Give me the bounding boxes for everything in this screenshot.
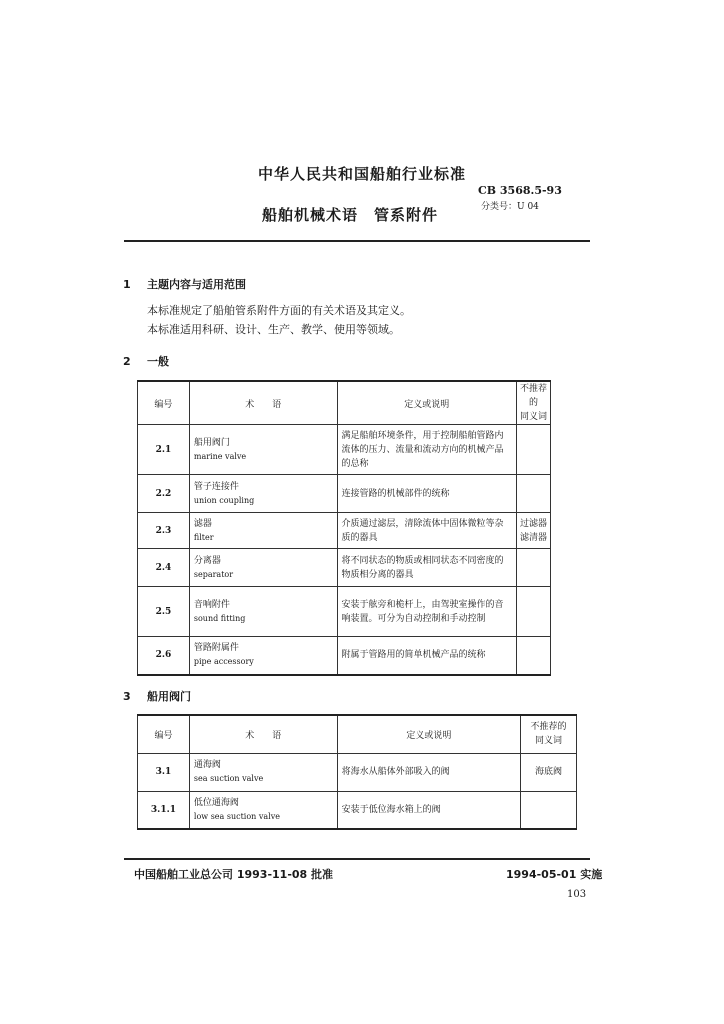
definition-line: 的总称 xyxy=(341,458,369,469)
term-number: 2.6 xyxy=(138,637,190,675)
definition-cell xyxy=(337,425,517,475)
table-row xyxy=(138,549,551,587)
term-zh: 船用阀门 xyxy=(193,437,230,448)
definition-line: 质的器具 xyxy=(341,532,378,543)
col-header-synonym-line2: 同义词 xyxy=(535,736,563,747)
col-header-synonym xyxy=(517,381,551,425)
definition-line: 响装置。可分为自动控制和手动控制 xyxy=(341,613,486,624)
term-en: low sea suction valve xyxy=(193,811,280,821)
synonym-cell xyxy=(521,791,577,829)
table-header-row xyxy=(138,715,577,753)
synonym: 海底阀 xyxy=(535,767,563,777)
term-zh: 管路附属件 xyxy=(193,643,239,654)
definition-cell xyxy=(337,549,517,587)
term-zh: 滤器 xyxy=(193,518,212,529)
section1-paragraph-2: 本标准适用科研、设计、生产、教学、使用等领域。 xyxy=(147,323,400,336)
term-zh: 通海阀 xyxy=(193,760,221,770)
term-en: filter xyxy=(193,532,214,542)
table-header-row xyxy=(138,381,551,425)
definition-cell xyxy=(337,513,517,549)
term-en: pipe accessory xyxy=(193,657,254,667)
term-zh: 分离器 xyxy=(193,555,221,566)
synonym-cell xyxy=(517,637,551,675)
footer-divider xyxy=(124,858,590,860)
definition-cell xyxy=(337,637,517,675)
term-zh: 管子连接件 xyxy=(193,481,239,492)
definition-line: 附属于管路用的简单机械产品的统称 xyxy=(341,650,486,661)
term-en: marine valve xyxy=(193,451,247,461)
term-cell xyxy=(189,587,337,637)
col-header-term: 术 语 xyxy=(189,381,337,425)
term-number: 2.3 xyxy=(138,513,190,549)
term-number: 2.2 xyxy=(138,475,190,513)
implementation-date: 1994-05-01 实施 xyxy=(506,868,603,881)
approval-info: 中国船舶工业总公司 1993-11-08 批准 xyxy=(134,868,334,881)
term-cell xyxy=(189,791,337,829)
synonym-cell xyxy=(517,425,551,475)
section2-number: 2 xyxy=(123,355,131,368)
table-row xyxy=(138,587,551,637)
section1-number: 1 xyxy=(123,278,131,291)
section3-heading xyxy=(123,688,191,704)
definition-line: 将海水从船体外部吸入的阀 xyxy=(341,767,450,777)
definition-cell xyxy=(337,587,517,637)
term-cell xyxy=(189,637,337,675)
section2-heading xyxy=(123,353,169,369)
synonym-cell xyxy=(517,513,551,549)
term-en: sea suction valve xyxy=(193,774,264,783)
section3-table xyxy=(137,714,577,830)
term-cell xyxy=(189,425,337,475)
definition-line: 安装于低位海水箱上的阀 xyxy=(341,804,441,815)
term-number: 3.1.1 xyxy=(138,791,190,829)
section1-title: 主题内容与适用范围 xyxy=(147,278,246,291)
synonym-cell xyxy=(517,475,551,513)
term-number: 2.5 xyxy=(138,587,190,637)
term-number: 2.4 xyxy=(138,549,190,587)
col-header-term: 术 语 xyxy=(189,715,337,753)
synonym-cell xyxy=(517,587,551,637)
section3-number: 3 xyxy=(123,690,131,703)
standard-category-title: 中华人民共和国船舶行业标准 xyxy=(257,165,466,183)
definition-line: 介质通过滤层，清除流体中固体微粒等杂 xyxy=(341,518,504,529)
term-cell xyxy=(189,513,337,549)
col-header-synonym-line1: 不推荐的 xyxy=(520,384,548,408)
col-header-definition: 定义或说明 xyxy=(337,715,521,753)
table-row xyxy=(138,637,551,675)
col-header-definition: 定义或说明 xyxy=(337,381,517,425)
synonym-cell xyxy=(517,549,551,587)
term-en: sound fitting xyxy=(193,613,246,623)
term-cell xyxy=(189,753,337,791)
term-cell xyxy=(189,475,337,513)
term-en: separator xyxy=(193,569,234,579)
col-header-synonym xyxy=(521,715,577,753)
synonym-cell xyxy=(521,753,577,791)
section1-heading xyxy=(123,276,246,292)
page-number: 103 xyxy=(567,889,587,900)
term-cell xyxy=(189,549,337,587)
synonym: 过滤器 xyxy=(520,518,548,529)
table-row xyxy=(138,753,577,791)
term-number: 3.1 xyxy=(138,753,190,791)
standard-code: CB 3568.5-93 xyxy=(478,184,562,197)
definition-line: 流体的压力、流量和流动方向的机械产品 xyxy=(341,444,504,455)
col-header-synonym-line2: 同义词 xyxy=(520,412,548,422)
definition-line: 连接管路的机械部件的统称 xyxy=(341,488,450,499)
definition-cell xyxy=(337,475,517,513)
definition-line: 将不同状态的物质或相同状态不同密度的 xyxy=(341,555,504,566)
section1-paragraph-1: 本标准规定了船舶管系附件方面的有关术语及其定义。 xyxy=(147,304,411,317)
classification-number: 分类号：U 04 xyxy=(481,202,539,212)
term-zh: 低位通海阀 xyxy=(193,797,239,808)
col-header-synonym-line1: 不推荐的 xyxy=(530,722,567,733)
section2-title: 一般 xyxy=(147,355,169,368)
document-title: 船舶机械术语 管系附件 xyxy=(262,206,439,224)
term-number: 2.1 xyxy=(138,425,190,475)
col-header-number: 编号 xyxy=(138,381,190,425)
definition-line: 安装于舷旁和桅杆上，由驾驶室操作的音 xyxy=(341,599,504,610)
definition-line: 物质相分离的器具 xyxy=(341,569,414,580)
definition-line: 满足船舶环境条件，用于控制船舶管路内 xyxy=(341,430,504,441)
table-row xyxy=(138,513,551,549)
section2-table xyxy=(137,380,551,676)
table-row xyxy=(138,791,577,829)
term-en: union coupling xyxy=(193,495,255,505)
table-row xyxy=(138,475,551,513)
table-row xyxy=(138,425,551,475)
definition-cell xyxy=(337,791,521,829)
header-divider xyxy=(124,240,590,242)
section3-title: 船用阀门 xyxy=(147,690,191,703)
synonym: 滤清器 xyxy=(520,532,548,543)
definition-cell xyxy=(337,753,521,791)
term-zh: 音响附件 xyxy=(193,599,230,610)
col-header-number: 编号 xyxy=(138,715,190,753)
